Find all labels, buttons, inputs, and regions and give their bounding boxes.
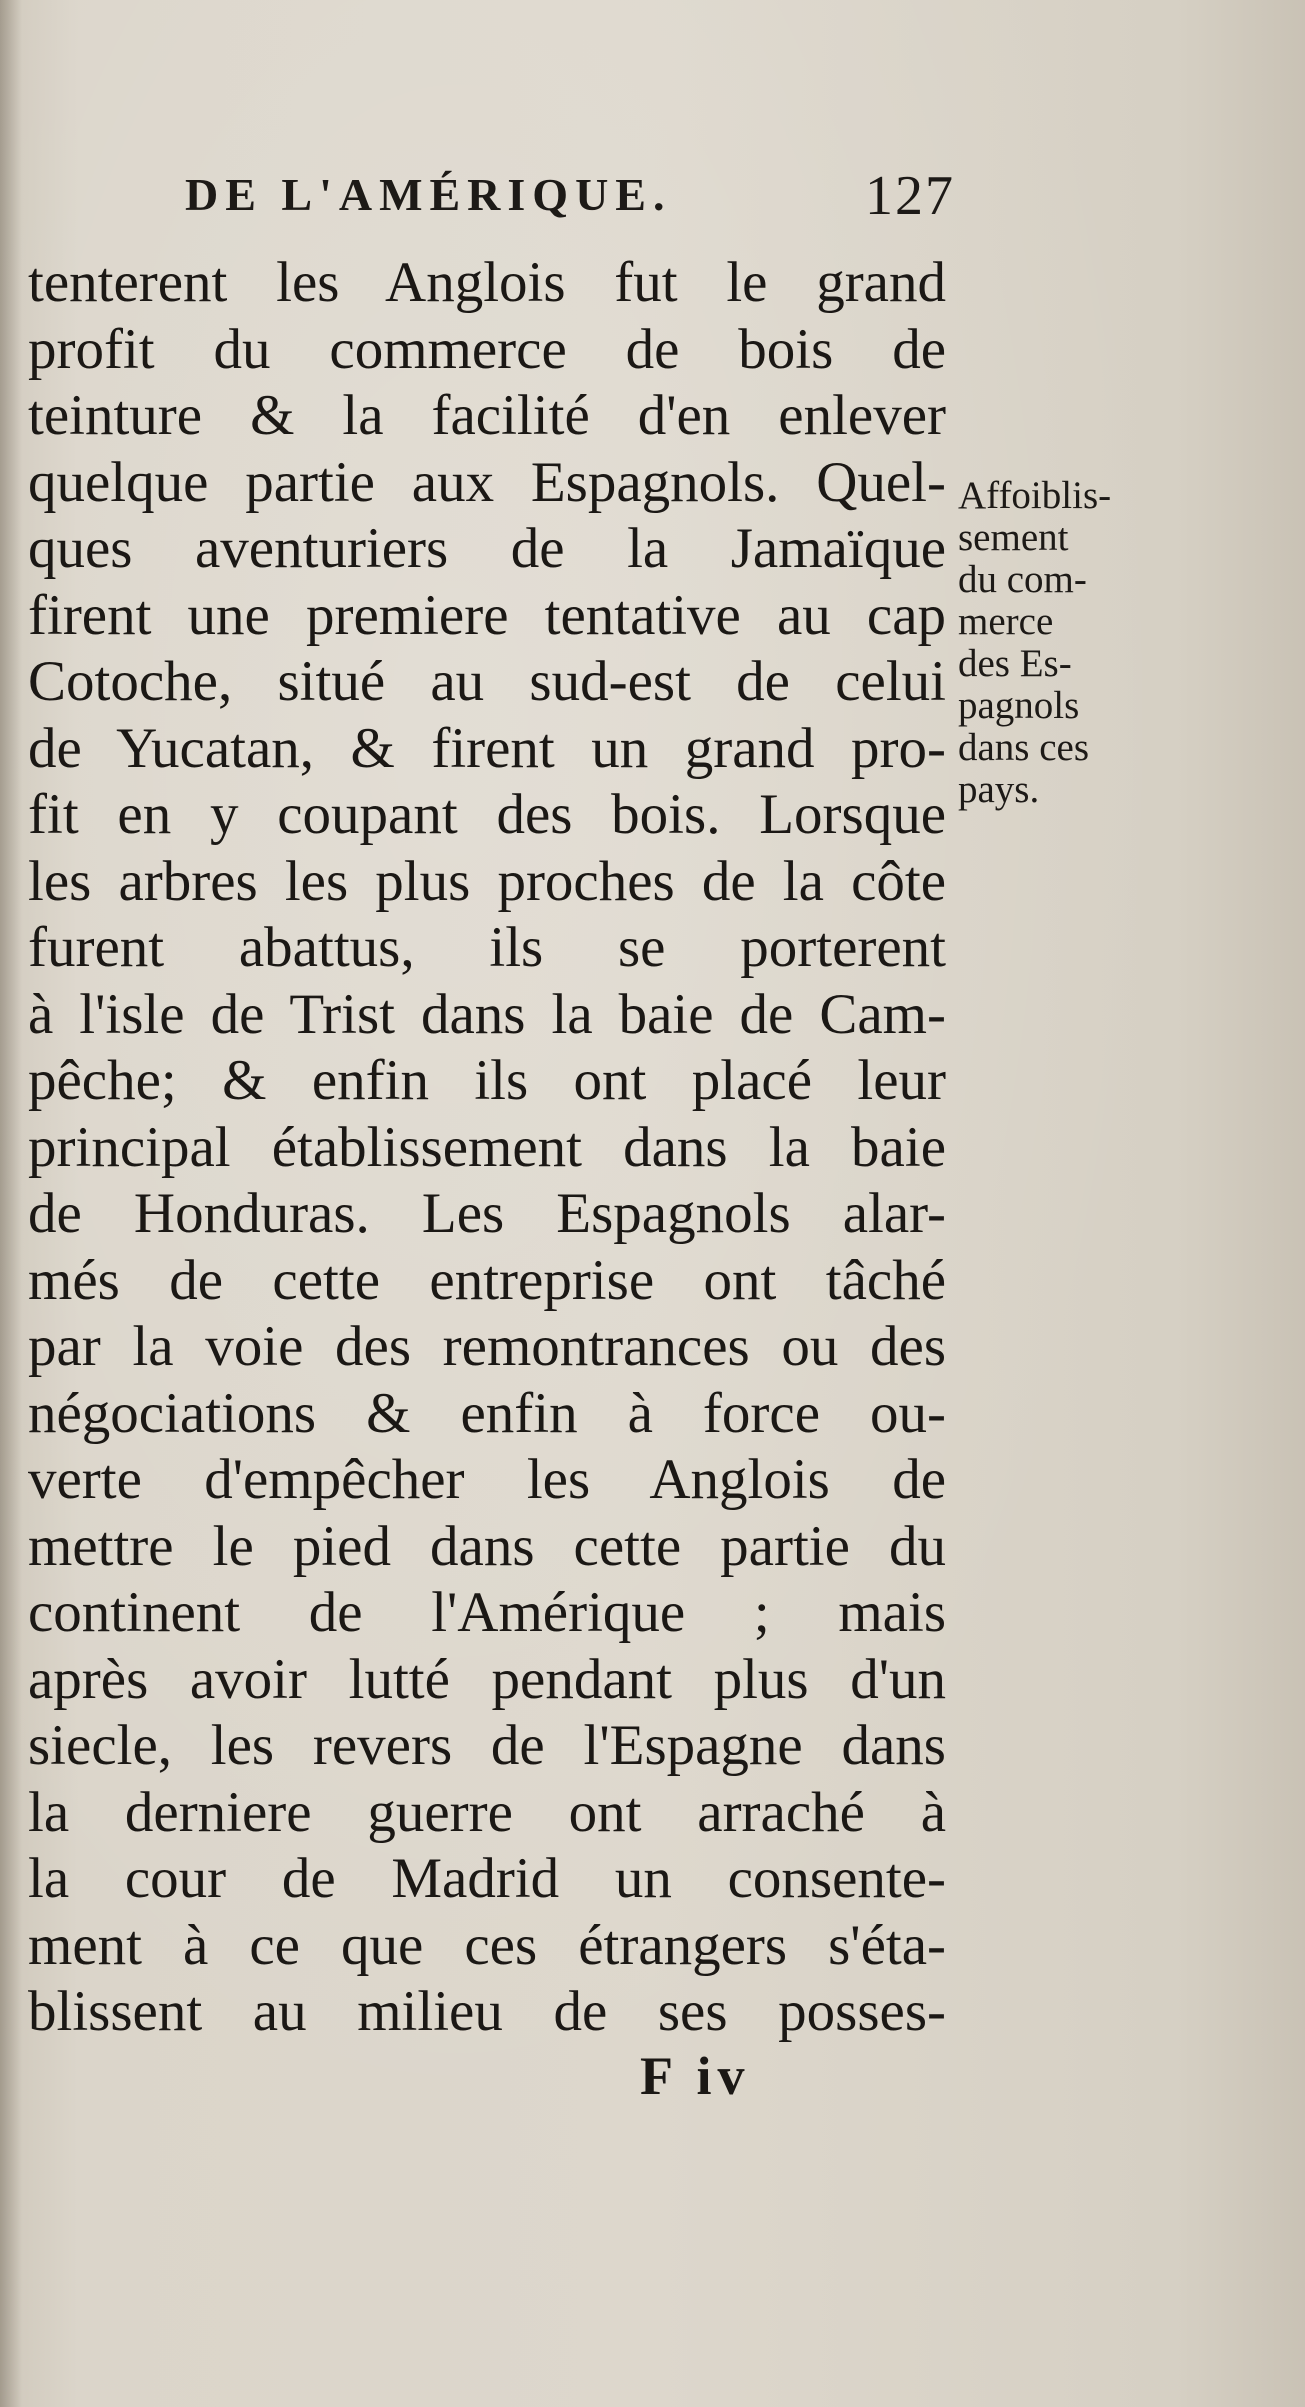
text-line: de Yucatan, & firent un grand pro- xyxy=(28,716,946,780)
text-line: verte d'empêcher les Anglois de xyxy=(28,1448,946,1511)
text-line: furent abattus, ils se porterent xyxy=(28,916,946,979)
spine-shadow xyxy=(0,0,22,2407)
text-line: la cour de Madrid un consente- xyxy=(28,1847,946,1910)
text-line: ment à ce que ces étrangers s'éta- xyxy=(28,1913,946,1977)
text-line: les arbres les plus proches de la côte xyxy=(28,849,946,913)
text-line: par la voie des remontrances ou des xyxy=(28,1315,946,1378)
page-number: 127 xyxy=(865,165,955,227)
text-line: négociations & enfin à force ou- xyxy=(28,1381,946,1445)
margin-note-line: merce xyxy=(958,600,1054,643)
margin-note-line: du com- xyxy=(958,558,1087,601)
margin-note-line: des Es- xyxy=(958,642,1072,685)
text-line: principal établissement dans la baie xyxy=(28,1115,946,1179)
text-line: fit en y coupant des bois. Lorsque xyxy=(28,783,946,846)
margin-note xyxy=(958,475,1178,811)
text-line: firent une premiere tentative au cap xyxy=(28,583,946,647)
text-line: à l'isle de Trist dans la baie de Cam- xyxy=(28,982,946,1046)
text-line: quelque partie aux Espagnols. Quel- xyxy=(28,450,946,514)
text-line: après avoir lutté pendant plus d'un xyxy=(28,1647,946,1711)
margin-note-line: dans ces xyxy=(958,726,1090,769)
text-line: pêche; & enfin ils ont placé leur xyxy=(28,1049,946,1112)
margin-note-line: pays. xyxy=(958,768,1040,811)
margin-note-line: sement xyxy=(958,516,1069,559)
text-line: continent de l'Amérique ; mais xyxy=(28,1581,946,1644)
text-line: profit du commerce de bois de xyxy=(28,317,946,381)
body-text xyxy=(28,250,946,2046)
text-line: de Honduras. Les Espagnols alar- xyxy=(28,1182,946,1245)
running-head: DE L'AMÉRIQUE. xyxy=(185,169,672,220)
text-line: Cotoche, situé au sud-est de celui xyxy=(28,650,946,713)
text-line: més de cette entreprise ont tâché xyxy=(28,1248,946,1312)
text-line: mettre le pied dans cette partie du xyxy=(28,1514,946,1578)
margin-note-line: pagnols xyxy=(958,684,1080,727)
signature-mark: F iv xyxy=(640,2046,751,2106)
page-header xyxy=(185,165,955,238)
text-line: la derniere guerre ont arraché à xyxy=(28,1780,946,1844)
margin-note-line: Affoiblis- xyxy=(958,474,1112,517)
text-line: blissent au milieu de ses posses- xyxy=(28,1980,946,2043)
text-line: teinture & la facilité d'en enlever xyxy=(28,384,946,447)
text-line: tenterent les Anglois fut le grand xyxy=(28,251,946,314)
text-line: siecle, les revers de l'Espagne dans xyxy=(28,1714,946,1777)
text-line: ques aventuriers de la Jamaïque xyxy=(28,517,946,580)
